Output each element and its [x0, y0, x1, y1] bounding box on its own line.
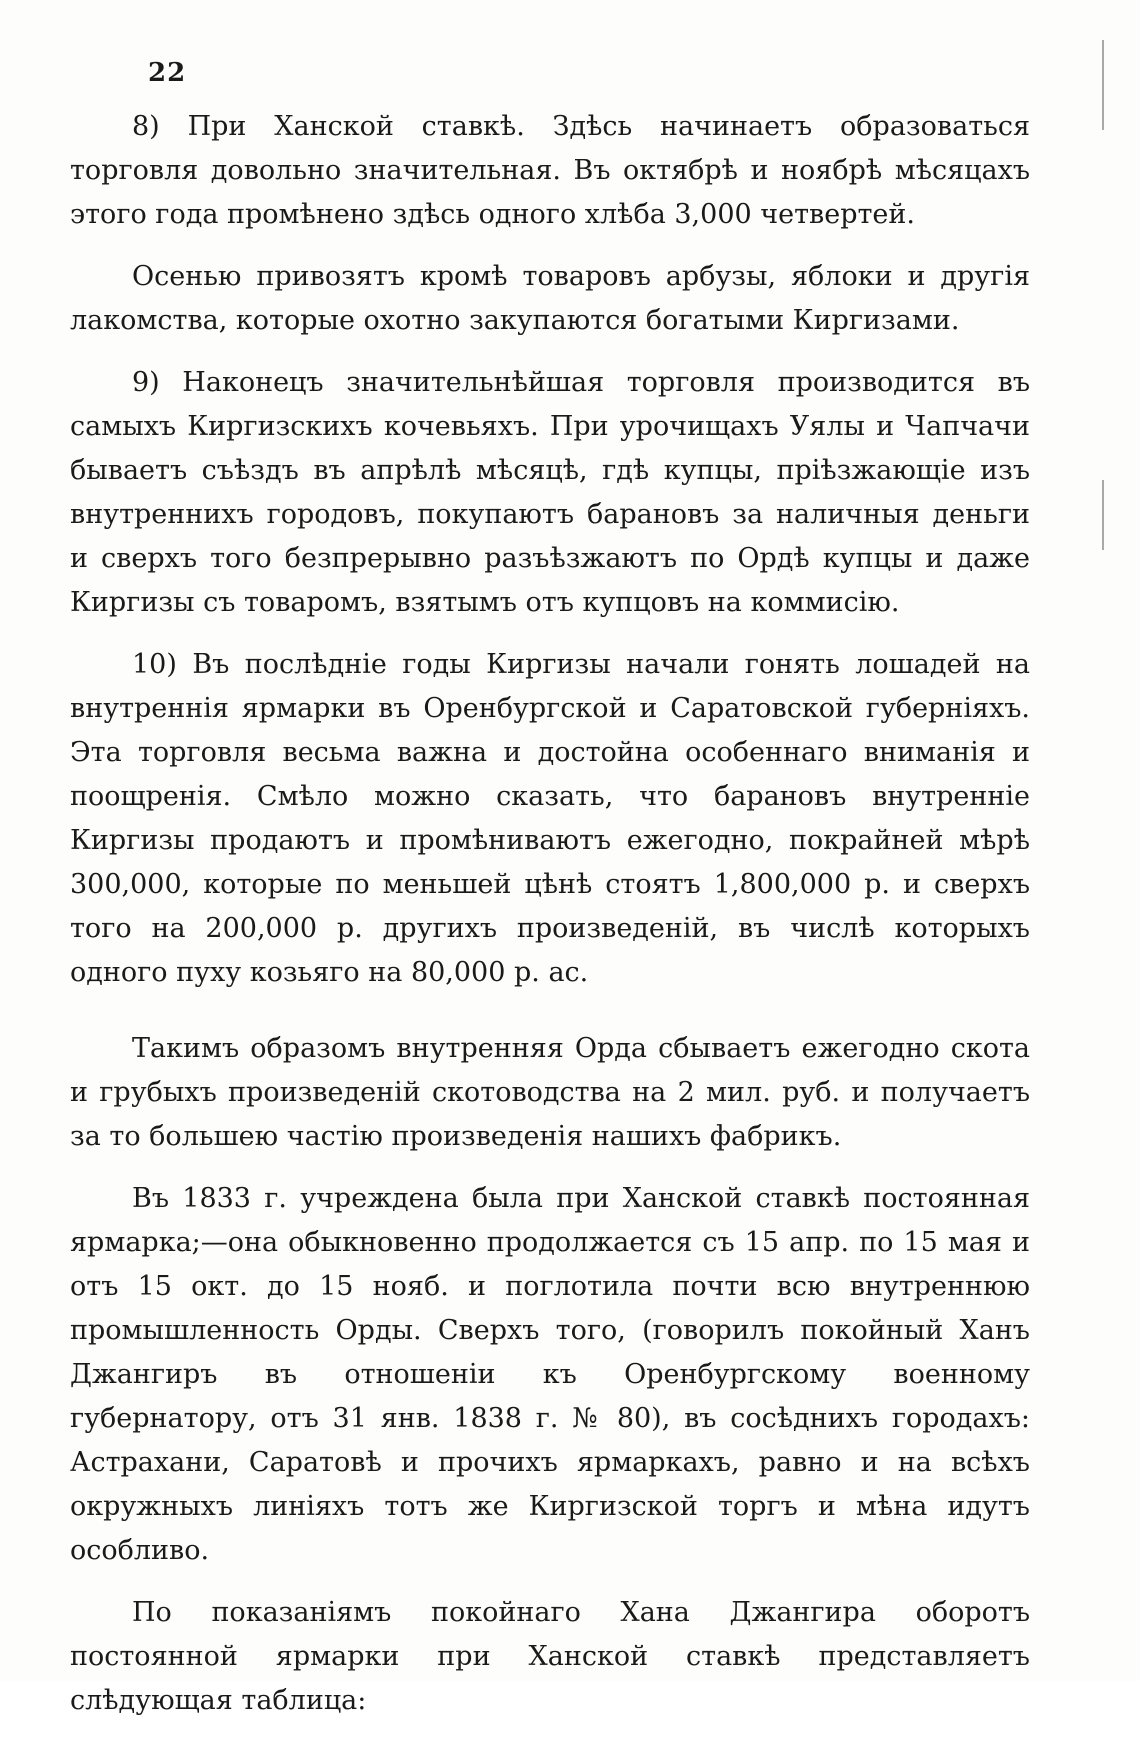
paragraph-2: Осенью привозятъ кромѣ товаровъ арбузы, яблоки и другія лакомства, которые охотно закупаются богатыми Киргизами.	[70, 261, 1030, 336]
paragraph-4: 10) Въ послѣднiе годы Киргизы начали гонять лошадей на внутреннiя ярмарки въ Оренбургской и Саратовской губернiяхъ. Эта торговля весьма важна и достойна особеннаго вниманiя и поощренiя. Смѣло можно сказать, что барановъ внутреннiе Киргизы продаютъ и промѣниваютъ ежегодно, покрайней мѣрѣ 300,000, которые по меньшей цѣнѣ стоятъ 1,800,000 р. и сверхъ того на 200,000 р. другихъ произведенiй, въ числѣ которыхъ одного пуху козьяго на 80,000 р. ас.	[70, 649, 1030, 988]
scan-edge-mark	[1102, 40, 1104, 130]
paragraph-1: 8) При Ханской ставкѣ. Здѣсь начинаетъ образоваться торговля довольно значительная. Въ октябрѣ и ноябрѣ мѣсяцахъ этого года промѣнено здѣсь одного хлѣба 3,000 четвертей.	[70, 111, 1030, 230]
paragraph-3: 9) Наконецъ значительнѣйшая торговля производится въ самыхъ Киргизскихъ кочевьяхъ. При урочищахъ Уялы и Чапчачи бываетъ съѣздъ въ апрѣлѣ мѣсяцѣ, гдѣ купцы, прiѣзжающiе изъ внутреннихъ городовъ, покупаютъ барановъ за наличныя деньги и сверхъ того безпрерывно разъѣзжаютъ по Ордѣ купцы и даже Киргизы съ товаромъ, взятымъ отъ купцовъ на коммисiю.	[70, 367, 1030, 618]
text-body	[70, 105, 1030, 1741]
page-number: 22	[148, 58, 187, 88]
scan-edge-mark	[1102, 480, 1104, 550]
paragraph-5: Такимъ образомъ внутренняя Орда сбываетъ ежегодно скота и грубыхъ произведенiй скотоводства на 2 мил. руб. и получаетъ за то большею частiю произведенiя нашихъ фабрикъ.	[70, 1033, 1030, 1152]
paragraph-6: Въ 1833 г. учреждена была при Ханской ставкѣ постоянная ярмарка;—она обыкновенно продолжается съ 15 апр. по 15 мая и отъ 15 окт. до 15 нояб. и поглотила почти всю внутреннюю промышленность Орды. Сверхъ того, (говорилъ покойный Ханъ Джангиръ въ отношенiи къ Оренбургскому военному губернатору, отъ 31 янв. 1838 г. № 80), въ сосѣднихъ городахъ: Астрахани, Саратовѣ и прочихъ ярмаркахъ, равно и на всѣхъ окружныхъ линiяхъ тотъ же Киргизской торгъ и мѣна идутъ особливо.	[70, 1183, 1030, 1566]
paragraph-7: По показанiямъ покойнаго Хана Джангира оборотъ постоянной ярмарки при Ханской ставкѣ представляетъ слѣдующая таблица:	[70, 1597, 1030, 1716]
